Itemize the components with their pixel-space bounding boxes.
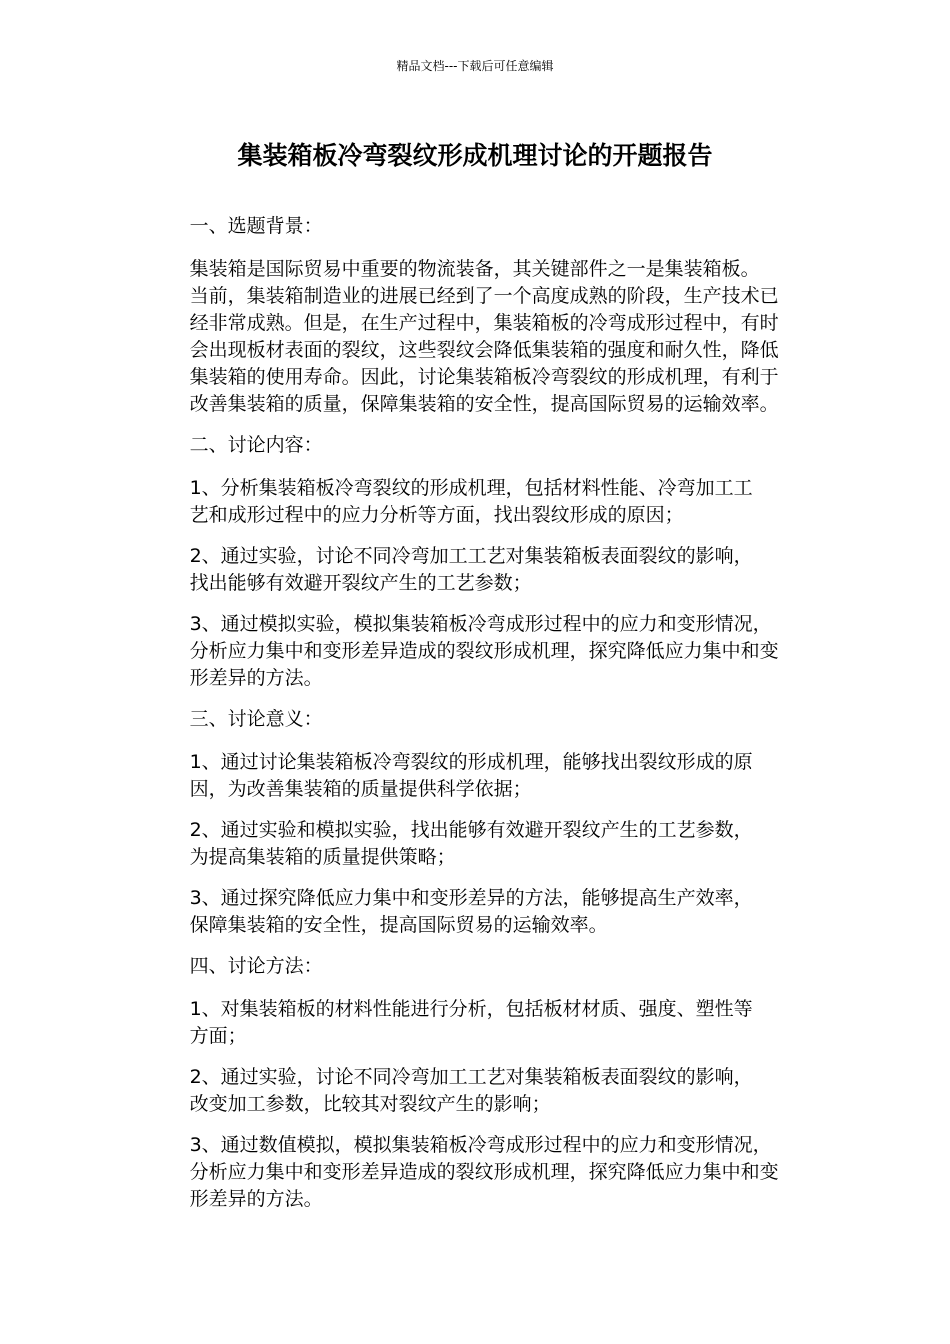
body-paragraph <box>144 885 816 939</box>
body-paragraph <box>144 996 816 1050</box>
text-line: 方面； <box>189 1025 247 1047</box>
text-line: 2、通过实验，讨论不同冷弯加工工艺对集装箱板表面裂纹的影响， <box>189 1066 753 1088</box>
section-heading <box>144 706 816 733</box>
text-line: 集装箱是国际贸易中重要的物流装备，其关键部件之一是集装箱板。 <box>189 258 760 280</box>
body-paragraph <box>144 475 816 529</box>
text-line: 2、通过实验和模拟实验，找出能够有效避开裂纹产生的工艺参数， <box>189 819 753 841</box>
text-line: 1、分析集装箱板冷弯裂纹的形成机理，包括材料性能、冷弯加工工 <box>189 477 753 499</box>
text-line: 二、讨论内容： <box>189 434 323 456</box>
section-heading <box>144 953 816 980</box>
body-paragraph <box>144 1132 816 1213</box>
text-line: 形差异的方法。 <box>189 667 323 689</box>
document-body <box>144 213 816 1227</box>
text-line: 一、选题背景： <box>189 215 323 237</box>
text-line: 四、讨论方法： <box>189 955 323 977</box>
document-title: 集装箱板冷弯裂纹形成机理讨论的开题报告 <box>237 141 713 170</box>
text-line: 集装箱的使用寿命。因此，讨论集装箱板冷弯裂纹的形成机理，有利于 <box>189 366 779 388</box>
body-paragraph <box>144 749 816 803</box>
text-line: 艺和成形过程中的应力分析等方面，找出裂纹形成的原因； <box>189 504 684 526</box>
text-line: 形差异的方法。 <box>189 1188 323 1210</box>
text-line: 2、通过实验，讨论不同冷弯加工工艺对集装箱板表面裂纹的影响， <box>189 545 753 567</box>
text-line: 保障集装箱的安全性，提高国际贸易的运输效率。 <box>189 914 608 936</box>
body-paragraph <box>144 1064 816 1118</box>
body-paragraph <box>144 543 816 597</box>
text-line: 三、讨论意义： <box>189 708 323 730</box>
body-paragraph <box>144 256 816 418</box>
text-line: 改变加工参数，比较其对裂纹产生的影响； <box>189 1093 551 1115</box>
text-line: 会出现板材表面的裂纹，这些裂纹会降低集装箱的强度和耐久性，降低 <box>189 339 779 361</box>
text-line: 分析应力集中和变形差异造成的裂纹形成机理，探究降低应力集中和变 <box>189 1161 779 1183</box>
body-paragraph <box>144 611 816 692</box>
text-line: 经非常成熟。但是，在生产过程中，集装箱板的冷弯成形过程中，有时 <box>189 312 779 334</box>
text-line: 当前，集装箱制造业的进展已经到了一个高度成熟的阶段，生产技术已 <box>189 285 779 307</box>
text-line: 1、通过讨论集装箱板冷弯裂纹的形成机理，能够找出裂纹形成的原 <box>189 751 753 773</box>
text-line: 为提高集装箱的质量提供策略； <box>189 846 456 868</box>
text-line: 分析应力集中和变形差异造成的裂纹形成机理，探究降低应力集中和变 <box>189 640 779 662</box>
header-note: 精品文档---下载后可任意编辑 <box>396 59 554 73</box>
text-line: 因，为改善集装箱的质量提供科学依据； <box>189 778 532 800</box>
section-heading <box>144 213 816 240</box>
body-paragraph <box>144 817 816 871</box>
text-line: 找出能够有效避开裂纹产生的工艺参数； <box>189 572 532 594</box>
text-line: 3、通过数值模拟，模拟集装箱板冷弯成形过程中的应力和变形情况， <box>189 1134 772 1156</box>
section-heading <box>144 432 816 459</box>
text-line: 1、对集装箱板的材料性能进行分析，包括板材材质、强度、塑性等 <box>189 998 753 1020</box>
text-line: 3、通过模拟实验，模拟集装箱板冷弯成形过程中的应力和变形情况， <box>189 613 772 635</box>
text-line: 3、通过探究降低应力集中和变形差异的方法，能够提高生产效率， <box>189 887 753 909</box>
text-line: 改善集装箱的质量，保障集装箱的安全性，提高国际贸易的运输效率。 <box>189 393 779 415</box>
